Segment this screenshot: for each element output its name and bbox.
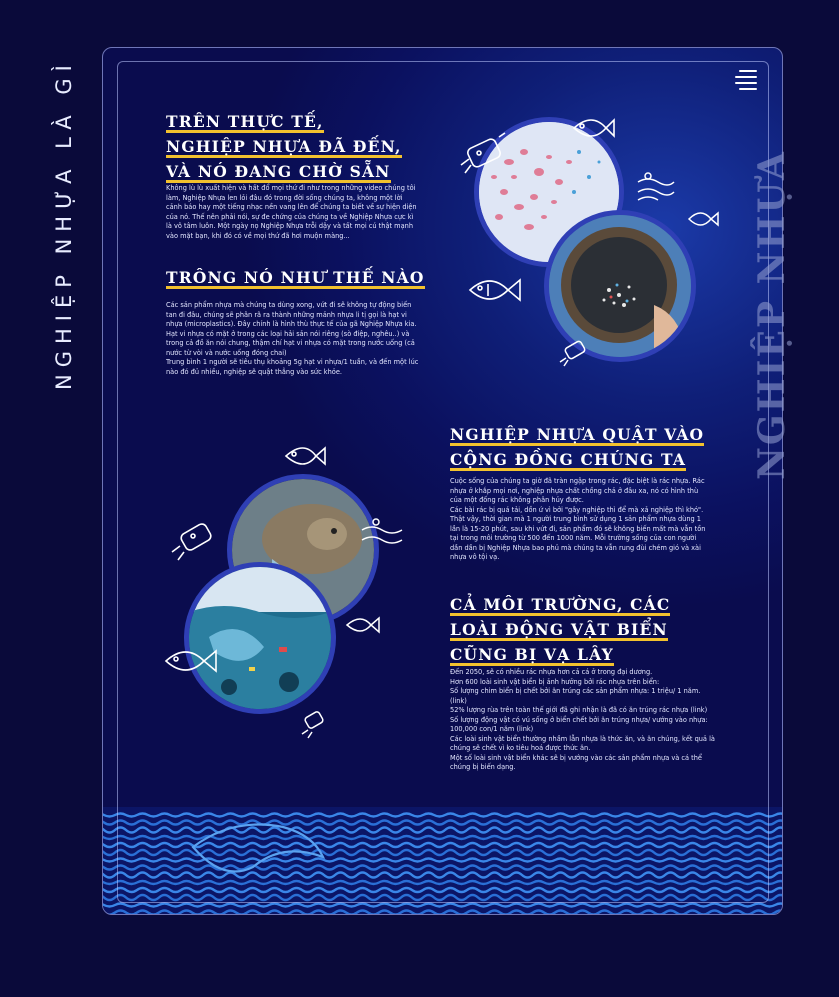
heading-line: VÀ NÓ ĐANG CHỜ SẴN — [166, 162, 391, 181]
section-text-appearance — [166, 301, 420, 377]
paragraph: Số lượng chim biển bị chết bởi ăn trúng các sản phẩm nhựa: 1 triệu/ 1 năm. (link) — [450, 687, 701, 705]
paragraph: Một số loài sinh vật biển khác sẽ bị vướng vào các sản phẩm nhựa và cá thể chúng bị biến dạng. — [450, 753, 702, 771]
paragraph: Các bài rác bị quá tải, dồn ứ vì bởi "gây nghiệp thì để mà xả nghiệp thì khó". Thật vậy, thời gian mà 1 người trung bình sử dụng 1 sản phẩm nhựa dùng 1 lần là 15-20 phút, sau khi vứt đi, sản phẩm đó sẽ không biến mất mà vẫn tồn tại trong môi trường từ 500 đến 1000 năm. Mỗi trường sống của con người dần dần bị Nghiệp Nhựa bao phủ mà chúng ta vẫn rung đùi chém gió và xài nhựa vô tội vạ. — [450, 505, 706, 561]
heading-line: CỘNG ĐỒNG CHÚNG TA — [450, 450, 687, 469]
menu-icon[interactable] — [733, 68, 757, 90]
swimming-sticker-icon — [358, 514, 406, 554]
section-text-environment — [450, 668, 718, 773]
fish-sticker-icon — [466, 272, 524, 308]
section-text-community — [450, 477, 708, 563]
heading-line: LOÀI ĐỘNG VẬT BIỂN — [450, 620, 668, 639]
paragraph: Hơn 600 loài sinh vật biển bị ảnh hưởng bởi rác nhựa trên biển: — [450, 677, 660, 686]
paragraph: Các sản phẩm nhựa mà chúng ta dùng xong, vứt đi sẽ không tự động biến tan đi đâu, chúng sẽ phân rã ra thành những mảnh nhựa li tị gọi là hạt vi nhựa (microplastics). Đây chính là hình thù thực tế của gã Nghiệp Nhựa kia. — [166, 301, 417, 328]
heading-line: NGHIỆP NHỰA QUẬT VÀO — [450, 425, 705, 444]
swimming-sticker-icon — [634, 168, 676, 206]
section-heading-environment — [450, 595, 670, 670]
section-heading-appearance — [166, 268, 425, 293]
heading-line: CẢ MÔI TRƯỜNG, CÁC — [450, 595, 671, 614]
fish-sticker-icon — [686, 205, 720, 233]
paragraph: Các loài sinh vật biển thường nhầm lẫn nhựa là thức ăn, và ăn chúng, kết quả là chúng sẽ chết vì ko tiêu hoá được thức ăn. — [450, 734, 715, 752]
fish-sticker-icon — [162, 642, 220, 680]
paragraph: Hạt vi nhựa có mặt ở trong các loại hải sản nói riêng (sò điệp, nghêu..) và trong cả đồ ăn nói chung, thậm chí hạt vi nhựa có mặt trong nước uống (cả nước từ vòi và nước uống đóng chai) — [166, 329, 415, 357]
heading-line: TRÔNG NÓ NHƯ THẾ NÀO — [166, 268, 425, 287]
section-heading-reality — [166, 112, 402, 187]
section-heading-community — [450, 425, 704, 475]
ocean-trash-photo — [184, 562, 336, 714]
fish-sticker-icon — [282, 438, 328, 474]
fish-sticker-icon — [344, 610, 382, 640]
ocean-illustration — [189, 567, 331, 709]
wave-pattern — [103, 807, 783, 915]
plastic-bottle-sticker-icon — [298, 702, 332, 742]
fish-sticker-icon — [570, 108, 616, 148]
paragraph: Cuộc sống của chúng ta giờ đã tràn ngập trong rác, đặc biệt là rác nhựa. Rác nhựa ở khắp mọi nơi, nghiệp nhựa chất chồng chả ở đâu xa, nó có hình thù của một đống rác không phân hủy được. — [450, 477, 705, 504]
paragraph: Trung bình 1 người sẽ tiêu thụ khoảng 5g hạt vi nhựa/1 tuần, và đến một lúc nào đó đủ nhiều, nghiệp sẽ quật thẳng vào sức khỏe. — [166, 358, 419, 376]
side-title: NGHIỆP NHỰA LÀ GÌ — [52, 58, 76, 390]
paragraph: 52% lượng rùa trên toàn thế giới đã ghi nhận là đã có ăn trúng rác nhựa (link) — [450, 706, 708, 714]
heading-line: TRÊN THỰC TẾ, — [166, 112, 324, 131]
section-text-reality — [166, 184, 420, 241]
plastic-bottle-sticker-icon — [556, 334, 592, 370]
plastic-bottle-sticker-icon — [455, 125, 513, 183]
paragraph: Không lù lù xuất hiện và hất đổ mọi thứ đi như trong những video chúng tôi làm, Nghiệp Nhựa len lỏi đâu đó trong đời sống chúng ta, không một lời cảnh báo hay một tiếng nhạc nền vang lên để chúng ta biết về sự hiện diện của nó. Thế nên phải nói, sự đe chứng của chúng ta về Nghiệp Nhựa cực kì là vô tâm luôn. Một ngày nọ Nghiệp Nhựa trỗi dậy và tất mọi cú thật mạnh vào mặt bạn, khi đó có về mọi thứ đã hơi muộn màng... — [166, 184, 417, 240]
watermark-title: NGHIỆP NHỰA — [751, 150, 793, 480]
plastic-bottle-sticker-icon — [166, 508, 224, 566]
heading-line: NGHIỆP NHỰA ĐÃ ĐẾN, — [166, 137, 402, 156]
paragraph: Đến 2050, sẽ có nhiều rác nhựa hơn cả cá ở trong đại dương. — [450, 668, 653, 676]
heading-line: CŨNG BỊ VẠ LÂY — [450, 645, 614, 664]
paragraph: Số lượng động vật có vú sống ở biển chết bởi ăn trúng nhựa/ vướng vào nhựa: 100,000 con/1 năm (link) — [450, 715, 708, 733]
